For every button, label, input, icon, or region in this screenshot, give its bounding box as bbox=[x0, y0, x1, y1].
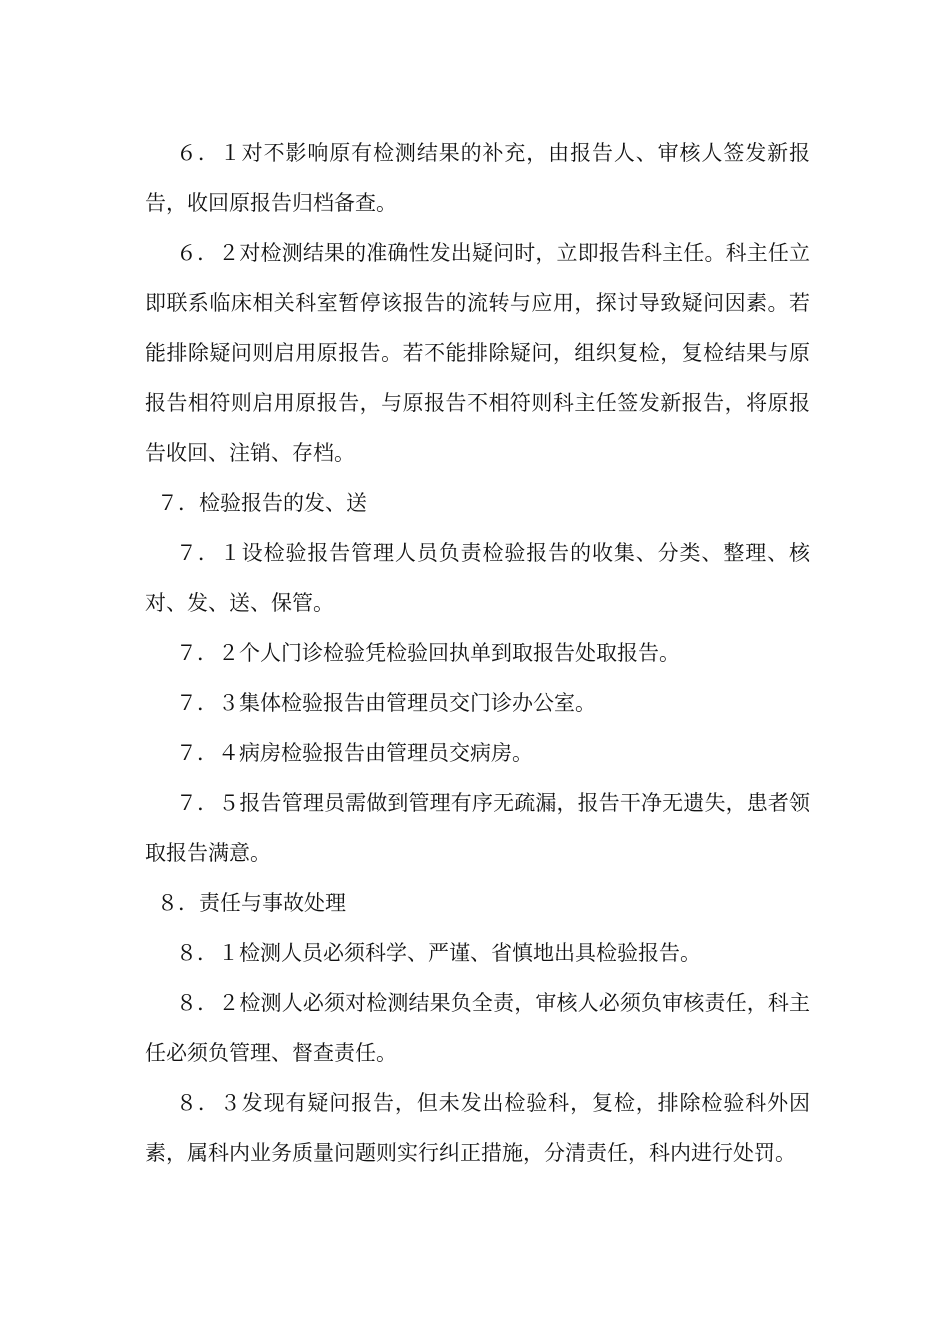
paragraph-7-5: ７．５报告管理员需做到管理有序无疏漏，报告干净无遗失，患者领取报告满意。 bbox=[145, 791, 810, 865]
paragraph-7-2: ７．２个人门诊检验凭检验回执单到取报告处取报告。 bbox=[176, 641, 680, 665]
paragraph-6-1: ６．１对不影响原有检测结果的补充，由报告人、审核人签发新报告，收回原报告归档备查。 bbox=[145, 141, 810, 215]
paragraph-6-2: ６．２对检测结果的准确性发出疑问时，立即报告科主任。科主任立即联系临床相关科室暂停该报告的流转与应用，探讨导致疑问因素。若能排除疑问则启用原报告。若不能排除疑问，组织复检，复检结果与原报告相符则启用原报告，与原报告不相符则科主任签发新报告，将原报告收回、注销、存档。 bbox=[145, 241, 810, 465]
paragraph-7-1: ７．１设检验报告管理人员负责检验报告的收集、分类、整理、核对、发、送、保管。 bbox=[145, 541, 810, 615]
paragraph-8-1: ８．１检测人员必须科学、严谨、省慎地出具检验报告。 bbox=[176, 941, 701, 965]
paragraph-7-4: ７．４病房检验报告由管理员交病房。 bbox=[176, 741, 533, 765]
section-heading-8: ８．责任与事故处理 bbox=[157, 891, 346, 915]
paragraph-8-3: ８．３发现有疑问报告，但未发出检验科，复检，排除检验科外因素，属科内业务质量问题则实行纠正措施，分清责任，科内进行处罚。 bbox=[145, 1091, 810, 1165]
paragraph-8-2: ８．２检测人必须对检测结果负全责，审核人必须负审核责任，科主任必须负管理、督查责任。 bbox=[145, 991, 810, 1065]
document-body bbox=[145, 128, 810, 1178]
section-heading-7: ７．检验报告的发、送 bbox=[157, 491, 367, 515]
paragraph-7-3: ７．３集体检验报告由管理员交门诊办公室。 bbox=[176, 691, 596, 715]
